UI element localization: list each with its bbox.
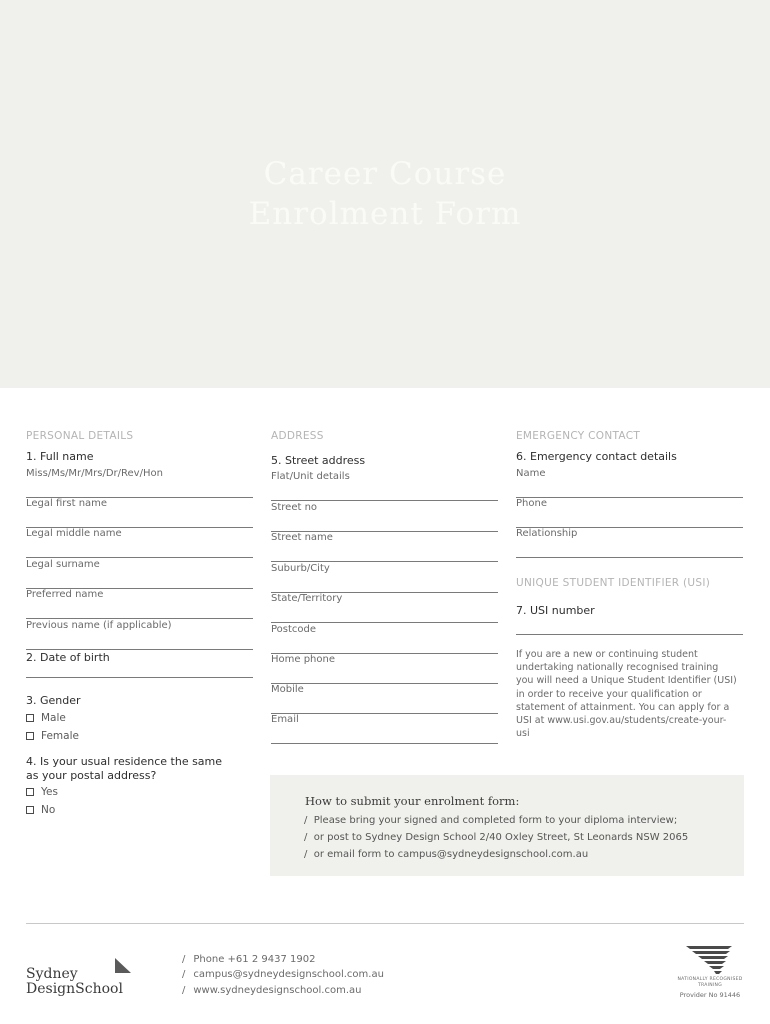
form-title-line-1: Career Course: [263, 156, 507, 192]
hero-banner: [0, 0, 770, 388]
legal-middle-name-label: Legal middle name: [26, 528, 122, 539]
checkbox-icon: [26, 806, 34, 814]
state-territory-label: State/Territory: [271, 593, 343, 604]
school-logo-icon: [115, 958, 132, 974]
footer-website-text: www.sydneydesignschool.com.au: [193, 985, 362, 996]
slash-bullet-icon: /: [182, 969, 186, 980]
address-heading: ADDRESS: [271, 430, 324, 442]
form-title-line-2: Enrolment Form: [248, 196, 522, 232]
slash-bullet-icon: /: [182, 954, 186, 965]
gender-option-male-label: Male: [41, 712, 66, 724]
footer-email-text: campus@sydneydesignschool.com.au: [193, 969, 384, 980]
personal-details-heading: PERSONAL DETAILS: [26, 430, 134, 442]
previous-name-label: Previous name (if applicable): [26, 620, 172, 631]
usi-heading: UNIQUE STUDENT IDENTIFIER (USI): [516, 577, 711, 589]
how-to-submit-box: [270, 775, 744, 876]
legal-first-name-field[interactable]: [26, 498, 253, 528]
street-no-field[interactable]: [271, 502, 498, 532]
full-name-question: 1. Full name: [26, 450, 94, 463]
usi-number-question: 7. USI number: [516, 604, 595, 617]
emergency-relationship-field[interactable]: [516, 528, 743, 558]
emergency-relationship-label: Relationship: [516, 528, 578, 539]
footer-divider: [26, 923, 744, 924]
home-phone-field[interactable]: [271, 654, 498, 684]
slash-bullet-icon: /: [182, 985, 186, 996]
slash-bullet-icon: /: [304, 849, 308, 860]
gender-option-male[interactable]: [26, 712, 66, 724]
provider-number: Provider No 91446: [679, 991, 741, 999]
usi-number-field[interactable]: [516, 634, 743, 635]
gender-option-female[interactable]: [26, 730, 79, 742]
residence-option-yes[interactable]: [26, 786, 58, 798]
footer-website-link[interactable]: [182, 985, 361, 996]
emergency-phone-field[interactable]: [516, 498, 743, 528]
usi-note: If you are a new or continuing student undertaking nationally recognised training you will need a Unique Student Identifier (USI) in order to receive your qualification or statement of attainment. You can apply for a USI at www.usi.gov.au/students/create-your-usi: [516, 649, 737, 740]
nationally-recognised-training-logo-icon: [684, 945, 734, 975]
how-to-submit-item-text: or email form to campus@sydneydesignschool.com.au: [313, 849, 589, 860]
footer-phone-text: Phone +61 2 9437 1902: [193, 954, 316, 965]
street-name-label: Street name: [271, 532, 333, 543]
logo-text-line-1: Sydney: [26, 966, 78, 982]
email-label: Email: [271, 714, 299, 725]
postcode-field[interactable]: [271, 624, 498, 654]
checkbox-icon: [26, 788, 34, 796]
date-of-birth-field[interactable]: [26, 677, 253, 678]
how-to-submit-item-text: Please bring your signed and completed form to your diploma interview;: [313, 815, 678, 826]
legal-first-name-label: Legal first name: [26, 498, 108, 509]
emergency-name-label: Name: [516, 468, 546, 479]
residence-option-yes-label: Yes: [41, 786, 58, 798]
street-address-question: 5. Street address: [271, 454, 366, 467]
logo-text-line-2: DesignSchool: [26, 981, 123, 997]
emergency-contact-heading: EMERGENCY CONTACT: [516, 430, 641, 442]
legal-middle-name-field[interactable]: [26, 528, 253, 558]
how-to-submit-item: [304, 832, 688, 843]
previous-name-field[interactable]: [26, 620, 253, 650]
emergency-name-field[interactable]: [516, 468, 743, 498]
how-to-submit-item: [304, 849, 588, 860]
preferred-name-label: Preferred name: [26, 589, 104, 600]
how-to-submit-item-text: or post to Sydney Design School 2/40 Oxley Street, St Leonards NSW 2065: [313, 832, 689, 843]
title-field[interactable]: [26, 468, 253, 498]
street-no-label: Street no: [271, 502, 318, 513]
emergency-contact-question: 6. Emergency contact details: [516, 450, 677, 463]
date-of-birth-question: 2. Date of birth: [26, 651, 110, 664]
checkbox-icon: [26, 732, 34, 740]
legal-surname-field[interactable]: [26, 559, 253, 589]
footer-phone[interactable]: [182, 954, 315, 965]
title-field-label: Miss/Ms/Mr/Mrs/Dr/Rev/Hon: [26, 468, 163, 479]
email-field[interactable]: [271, 714, 498, 744]
how-to-submit-item: [304, 815, 677, 826]
legal-surname-label: Legal surname: [26, 559, 100, 570]
slash-bullet-icon: /: [304, 832, 308, 843]
street-name-field[interactable]: [271, 532, 498, 562]
footer-email-link[interactable]: [182, 969, 384, 980]
residence-option-no[interactable]: [26, 804, 55, 816]
gender-option-female-label: Female: [41, 730, 79, 742]
checkbox-icon: [26, 714, 34, 722]
flat-unit-label: Flat/Unit details: [271, 471, 350, 482]
how-to-submit-title: How to submit your enrolment form:: [305, 794, 520, 808]
suburb-city-label: Suburb/City: [271, 563, 330, 574]
state-territory-field[interactable]: [271, 593, 498, 623]
home-phone-label: Home phone: [271, 654, 336, 665]
residence-option-no-label: No: [41, 804, 56, 816]
nrt-text-line-1: NATIONALLY RECOGNISED: [677, 977, 743, 982]
suburb-city-field[interactable]: [271, 563, 498, 593]
residence-question: 4. Is your usual residence the same as your postal address?: [26, 755, 223, 782]
gender-question: 3. Gender: [26, 694, 81, 707]
nrt-text-line-2: TRAINING: [697, 983, 723, 988]
preferred-name-field[interactable]: [26, 589, 253, 619]
slash-bullet-icon: /: [304, 815, 308, 826]
postcode-label: Postcode: [271, 624, 317, 635]
mobile-label: Mobile: [271, 684, 304, 695]
flat-unit-field[interactable]: [271, 471, 498, 501]
emergency-phone-label: Phone: [516, 498, 547, 509]
mobile-field[interactable]: [271, 684, 498, 714]
